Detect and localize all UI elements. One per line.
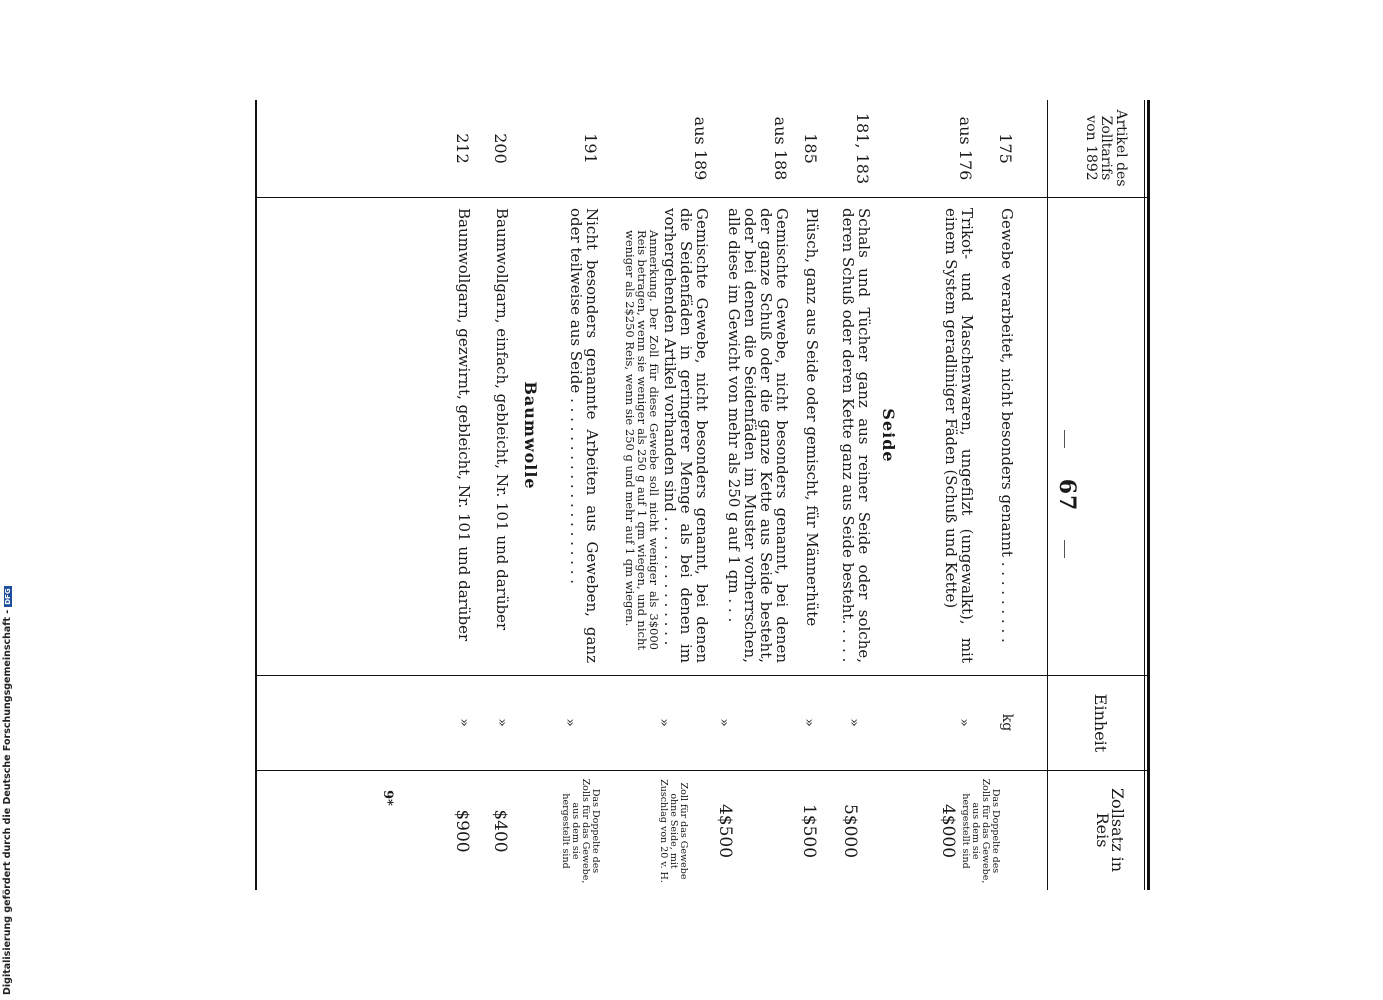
article-number: 191 [581,133,600,164]
table-top-rule [1147,100,1150,890]
article-number: aus 189 [691,116,710,181]
unit-value: » [456,718,472,727]
section-heading-baumwolle: Baumwolle [521,381,540,490]
unit-value: » [956,718,972,727]
article-note: Anmerkung. Der Zoll für diese Gewebe soll nicht weniger als 3$000 Reis betragen, wenn sie weniger als 250 g auf 1 qm wiegen, und nicht weniger als 2$250 Reis, wenn sie 250 g und mehr auf 1 qm wiegen. [623,230,661,650]
article-number: 212 [453,133,472,164]
col-rule-3 [255,770,1150,771]
col-rule-1 [255,197,1150,198]
rate-value: 5$000 [840,803,860,859]
rate-value: $900 [452,809,472,853]
rate-value: 4$000 [938,803,958,859]
unit-value: kg [999,713,1015,732]
page-number-dash-left [1064,430,1065,448]
rate-value: 4$500 [715,803,735,859]
header-unit: Einheit [1091,693,1110,753]
section-heading-seide: Seide [879,408,898,463]
rate-value: 1$500 [799,803,819,859]
unit-value: » [801,718,817,727]
article-description: Gewebe verarbeitet, nicht besonders genannt . . . . . . . . . [998,208,1016,643]
unit-value: » [494,718,510,727]
dfg-logo: DFG [3,588,12,605]
article-number: 175 [996,133,1015,164]
table-bottom-rule [255,100,257,890]
article-description: Trikot- und Maschenwaren, ungefilzt (ungewalkt), mit einem System geradliniger Fäden (Schuß und Kette) [942,208,976,663]
header-rate: Zollsatz in Reis [1093,787,1127,873]
col-rule-2 [255,675,1150,676]
article-description: Gemischte Gewebe, nicht besonders genannt, bei denen die Seidenfäden in geringerer Menge als bei denen im vorhergehenden Artikel vorhanden sind . . . . . . . . . . . . . . [661,208,711,663]
document-page [250,100,1150,890]
page-number-dash-right [1064,540,1065,558]
article-description: Gemischte Gewebe, nicht besonders genannt, bei denen der ganze Schuß oder die ganze Kette aus Seide besteht, oder bei denen die Seidenfäden im Muster vorherrschen, alle diese im Gewicht von mehr als 250 g auf 1 qm . . . [725,208,791,663]
printer-signature: 9* [380,790,395,806]
rate-value: $400 [490,809,510,853]
article-number: aus 188 [771,116,790,181]
unit-value: » [656,718,672,727]
unit-value: » [562,718,578,727]
unit-value: » [846,718,862,727]
article-description: Plüsch, ganz aus Seide oder gemischt, für Männerhüte [803,208,821,627]
dfg-credit-text: Digitalisierung gefördert durch die Deutsche Forschungsgemeinschaft - [2,609,13,995]
article-description: Nicht besonders genannte Arbeiten aus Geweben, ganz oder teilweise aus Seide . . . . . . . . . . . . . . . . . . . . [567,208,601,663]
article-number: 185 [801,133,820,164]
article-description: Baumwollgarn, einfach, gebleicht, Nr. 101 und darüber [493,208,511,631]
header-bottom-rule [1047,100,1048,890]
rate-note: Zoll für das Gewebe ohne Seide, mit Zuschlag von 20 v. H. [658,779,689,883]
table-top-rule-thin [1144,100,1145,890]
article-number: 181, 183 [853,112,872,185]
header-article: Artikel des Zolltarifs von 1892 [1083,109,1129,187]
article-description: Schals und Tücher ganz aus reiner Seide oder solche, deren Schuß oder deren Kette ganz aus Seide besteht. . . . . [839,208,873,663]
article-number: 200 [491,133,510,164]
page-number: 67 [1054,478,1080,512]
rate-note: Das Doppelte des Zolls für das Gewebe, aus dem sie hergestellt sind [960,778,1001,884]
article-number: aus 176 [956,116,975,181]
dfg-credit [2,588,13,995]
article-description: Baumwollgarn, gezwirnt, gebleicht, Nr. 101 und darüber [455,208,473,642]
unit-value: » [716,718,732,727]
rate-note: Das Doppelte des Zolls für das Gewebe, aus dem sie hergestellt sind [560,778,601,884]
